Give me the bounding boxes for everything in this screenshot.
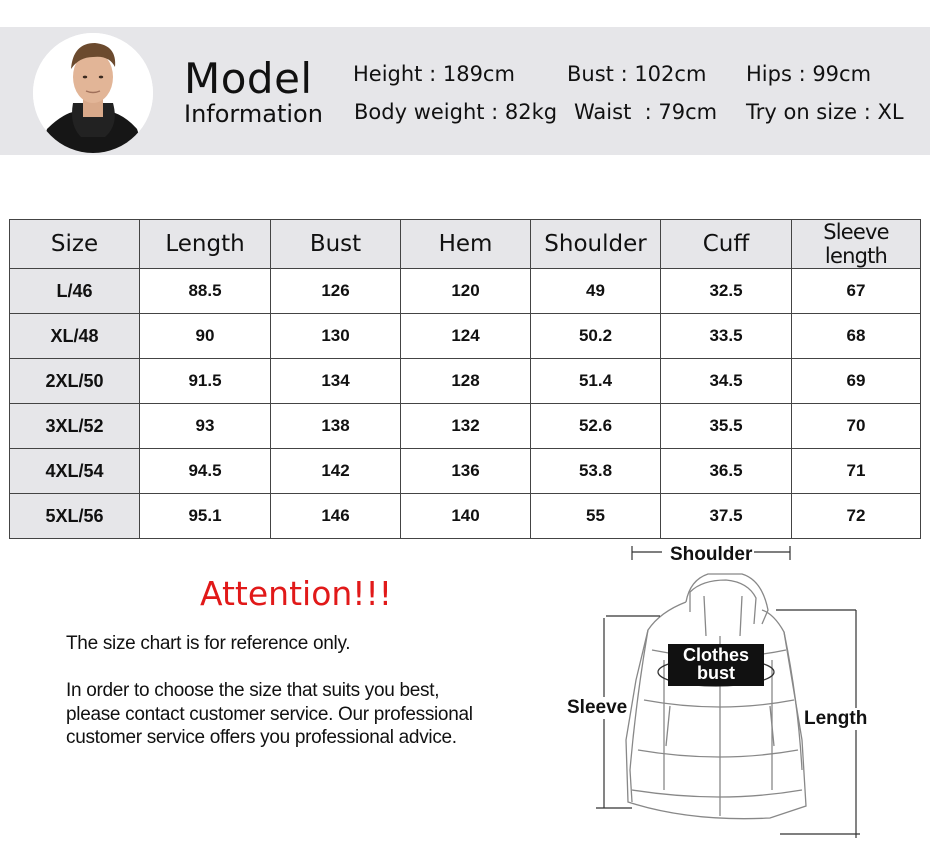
- measurement-diagram: [540, 540, 930, 838]
- size-cell: L/46: [10, 269, 140, 314]
- header-sleeve-length: Sleeve length: [792, 220, 921, 269]
- table-cell: 71: [792, 449, 921, 494]
- table-cell: 50.2: [531, 314, 661, 359]
- table-cell: 72: [792, 494, 921, 539]
- clothes-bust-label-line1: Clothes: [682, 645, 749, 665]
- stat-waist: Waist : 79cm: [574, 100, 718, 124]
- attention-heading: Attention!!!: [200, 574, 392, 613]
- table-row: [10, 404, 921, 449]
- model-title: Model: [184, 54, 313, 103]
- notice-line: please contact customer service. Our professional: [66, 704, 473, 725]
- table-cell: 69: [792, 359, 921, 404]
- table-cell: 55: [531, 494, 661, 539]
- table-cell: 126: [271, 269, 401, 314]
- table-row: [10, 359, 921, 404]
- size-cell: 5XL/56: [10, 494, 140, 539]
- header-hem: Hem: [401, 220, 531, 269]
- model-avatar: [33, 33, 153, 153]
- table-cell: 67: [792, 269, 921, 314]
- table-cell: 88.5: [140, 269, 271, 314]
- stat-body-weight: Body weight : 82kg: [354, 100, 558, 124]
- table-cell: 124: [401, 314, 531, 359]
- stat-hips: Hips : 99cm: [746, 62, 872, 86]
- table-cell: 52.6: [531, 404, 661, 449]
- table-cell: 120: [401, 269, 531, 314]
- table-cell: 136: [401, 449, 531, 494]
- table-cell: 128: [401, 359, 531, 404]
- table-cell: 37.5: [661, 494, 792, 539]
- header-bust: Bust: [271, 220, 401, 269]
- table-cell: 90: [140, 314, 271, 359]
- table-cell: 32.5: [661, 269, 792, 314]
- clothes-bust-label-line2: bust: [697, 663, 735, 683]
- table-cell: 36.5: [661, 449, 792, 494]
- table-cell: 132: [401, 404, 531, 449]
- table-cell: 51.4: [531, 359, 661, 404]
- table-cell: 70: [792, 404, 921, 449]
- table-cell: 94.5: [140, 449, 271, 494]
- table-cell: 34.5: [661, 359, 792, 404]
- stat-height: Height : 189cm: [353, 62, 515, 86]
- shoulder-label: Shoulder: [670, 544, 753, 565]
- table-header-row: [10, 220, 921, 269]
- stat-bust: Bust : 102cm: [567, 62, 707, 86]
- table-cell: 49: [531, 269, 661, 314]
- table-row: [10, 269, 921, 314]
- length-label: Length: [804, 708, 868, 729]
- table-cell: 53.8: [531, 449, 661, 494]
- size-cell: 3XL/52: [10, 404, 140, 449]
- header-cuff: Cuff: [661, 220, 792, 269]
- header-size: Size: [10, 220, 140, 269]
- jacket-outline-icon: [540, 540, 930, 838]
- table-row: [10, 494, 921, 539]
- notice-line: customer service offers you professional advice.: [66, 727, 457, 748]
- size-chart-table: [9, 219, 921, 539]
- stat-try-on-size: Try on size : XL: [746, 100, 904, 124]
- size-cell: 4XL/54: [10, 449, 140, 494]
- table-cell: 68: [792, 314, 921, 359]
- table-cell: 134: [271, 359, 401, 404]
- size-cell: 2XL/50: [10, 359, 140, 404]
- table-cell: 35.5: [661, 404, 792, 449]
- table-cell: 146: [271, 494, 401, 539]
- table-cell: 91.5: [140, 359, 271, 404]
- table-row: [10, 449, 921, 494]
- table-cell: 130: [271, 314, 401, 359]
- table-row: [10, 314, 921, 359]
- table-cell: 93: [140, 404, 271, 449]
- sleeve-label: Sleeve: [567, 697, 628, 718]
- model-subtitle: Information: [184, 100, 323, 128]
- table-cell: 95.1: [140, 494, 271, 539]
- table-cell: 142: [271, 449, 401, 494]
- header-length: Length: [140, 220, 271, 269]
- header-shoulder: Shoulder: [531, 220, 661, 269]
- notice-reference-line: The size chart is for reference only.: [66, 633, 351, 654]
- model-portrait-icon: [33, 33, 153, 153]
- size-cell: XL/48: [10, 314, 140, 359]
- table-cell: 33.5: [661, 314, 792, 359]
- table-cell: 140: [401, 494, 531, 539]
- notice-line: In order to choose the size that suits you best,: [66, 680, 440, 701]
- table-cell: 138: [271, 404, 401, 449]
